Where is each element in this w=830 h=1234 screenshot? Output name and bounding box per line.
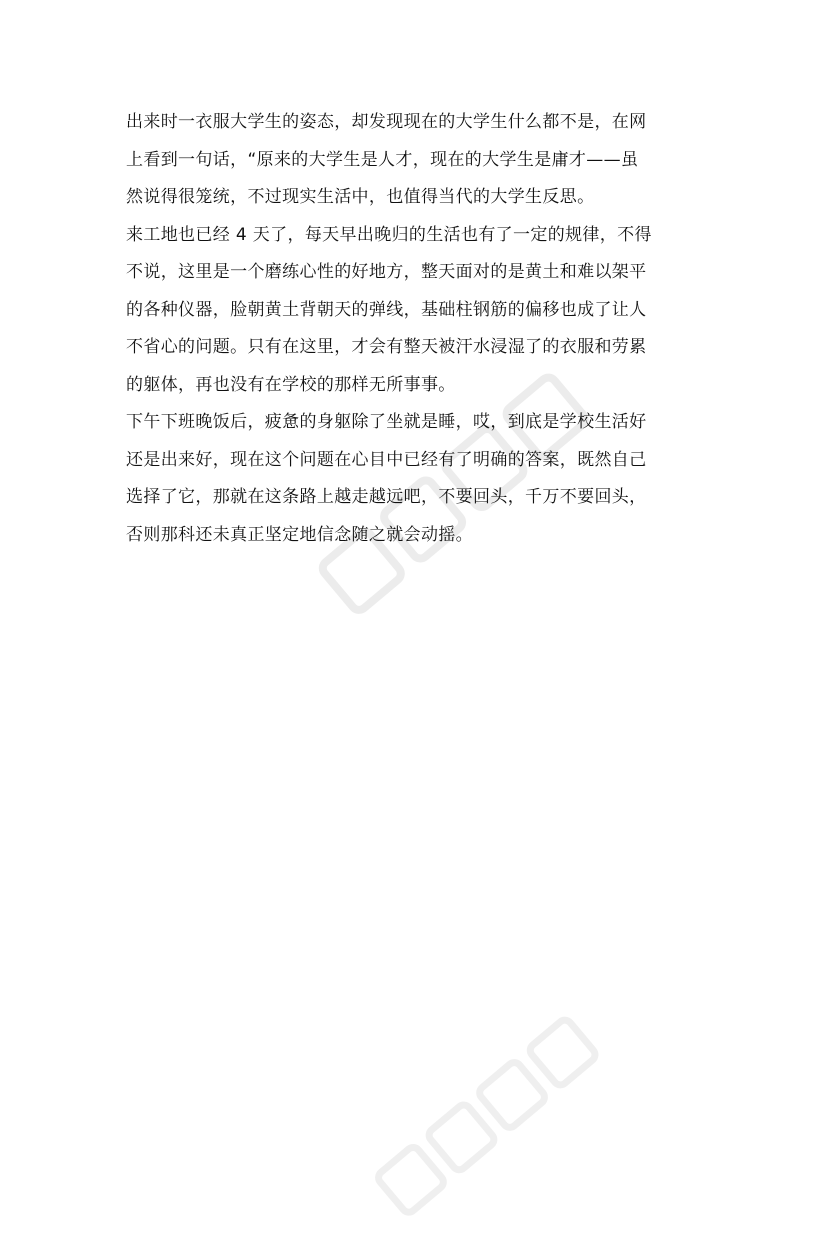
text-line: 上看到一句话，“原来的大学生是人才，现在的大学生是庸才——虽 <box>126 149 639 170</box>
text-line: 选择了它，那就在这条路上越走越远吧，不要回头，千万不要回头， <box>126 487 647 507</box>
text-line: 不省心的问题。只有在这里，才会有整天被汗水浸湿了的衣服和劳累 <box>126 337 647 357</box>
text-line: 的各种仪器，脸朝黄土背朝天的弹线，基础柱钢筋的偏移也成了让人 <box>126 299 647 320</box>
text-line: 还是出来好，现在这个问题在心目中已经有了明确的答案，既然自己 <box>126 449 647 470</box>
text-line: 不说，这里是一个磨练心性的好地方，整天面对的是黄土和难以架平 <box>126 262 647 282</box>
text-line: 来工地也已经 4 天了，每天早出晚归的生活也有了一定的规律，不得 <box>126 224 652 245</box>
text-line: 下午下班晚饭后，疲惫的身躯除了坐就是睡，哎，到底是学校生活好 <box>126 412 647 432</box>
body-text <box>126 104 711 554</box>
text-line: 然说得很笼统，不过现实生活中，也值得当代的大学生反思。 <box>126 187 595 207</box>
text-line: 出来时一衣服大学生的姿态，却发现现在的大学生什么都不是，在网 <box>126 112 647 132</box>
text-line: 的躯体，再也没有在学校的那样无所事事。 <box>126 374 456 395</box>
watermark-logo-bottom <box>365 1006 616 1234</box>
text-line: 否则那科还未真正坚定地信念随之就会动摇。 <box>126 524 473 545</box>
